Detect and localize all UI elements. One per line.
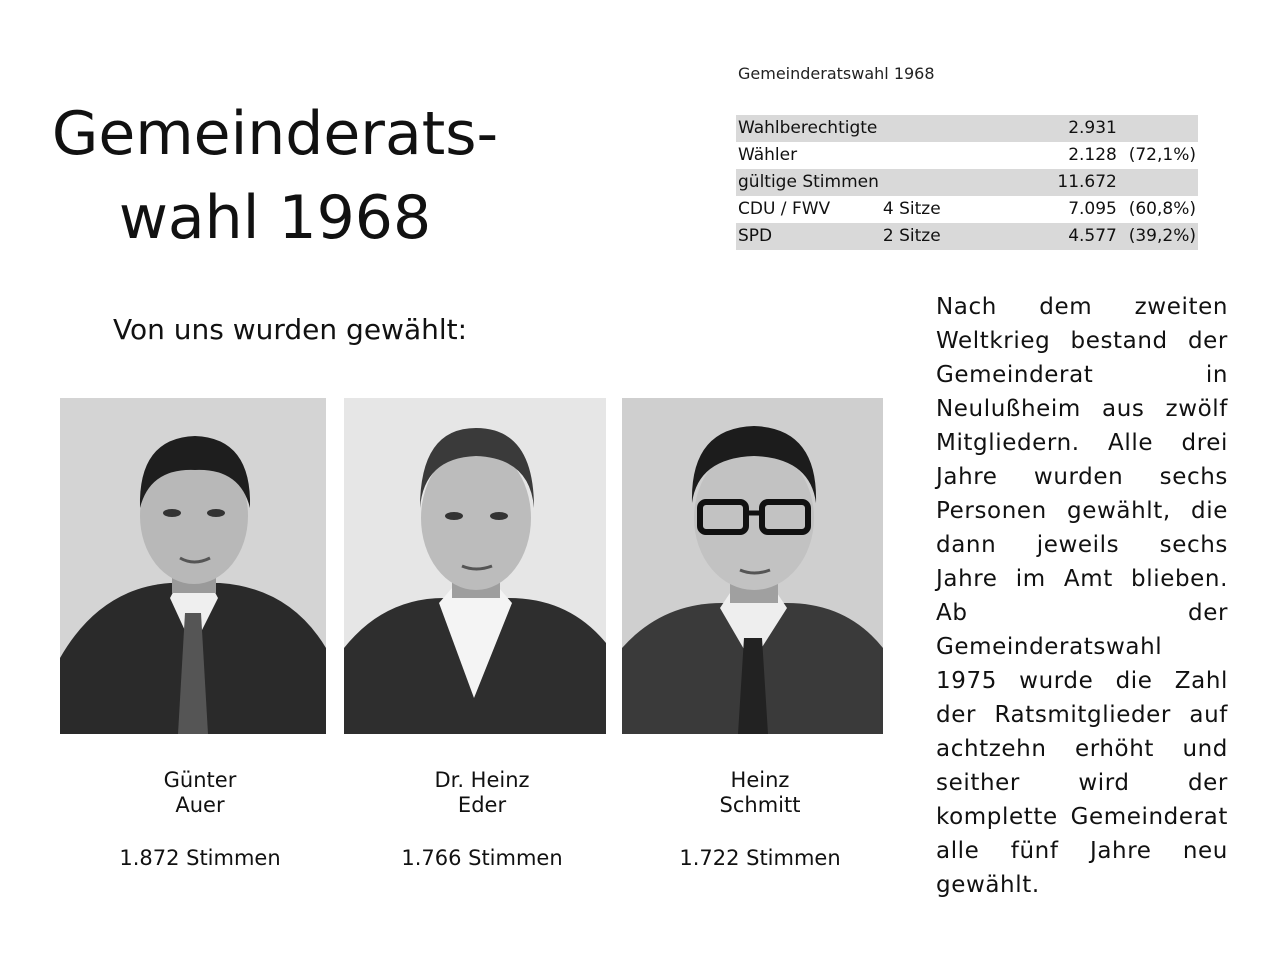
candidate-card (640, 768, 880, 871)
row-label: gültige Stimmen (736, 169, 881, 196)
candidate-last-name: Eder (457, 793, 507, 817)
row-percent (1119, 169, 1198, 196)
candidate-card (362, 768, 602, 871)
row-label: CDU / FWV (738, 199, 831, 219)
portrait-illustration (344, 398, 606, 734)
portrait-photo (60, 398, 326, 734)
table-row (736, 142, 1198, 169)
portrait-photo (344, 398, 606, 734)
table-row (736, 196, 1198, 223)
portrait-illustration (60, 398, 326, 734)
row-percent: (72,1%) (1128, 145, 1196, 165)
page-title-line-1: Gemeinderats- (51, 99, 499, 169)
candidate-last-name: Schmitt (719, 793, 801, 817)
elected-heading: Von uns wurden gewählt: (113, 313, 468, 346)
history-paragraph: Nach dem zweiten Weltkrieg bestand der Gemeinderat in Neulußheim aus zwölf Mitgliedern. Alle drei Jahre wurden sechs Personen gewählt, die dann jeweils sechs Jahre im Amt blieben. Ab der Gemeinderatswahl 1975 wurde die Zahl der Ratsmitglieder auf achtzehn erhöht und seither wird der komplette Gemeinderat alle fünf Jahre neu gewählt. (936, 294, 1228, 898)
row-label: Wähler (738, 145, 798, 165)
candidate-first-name: Günter (163, 768, 237, 792)
page-title-line-2: wahl 1968 (118, 183, 432, 253)
candidate-votes: 1.872 Stimmen (119, 846, 281, 870)
results-table (736, 115, 1198, 250)
table-row (736, 169, 1198, 196)
candidate-first-name: Heinz (730, 768, 790, 792)
row-value: 2.931 (1015, 115, 1119, 142)
candidate-card (80, 768, 320, 871)
page-title (40, 92, 510, 260)
row-percent (1119, 115, 1198, 142)
candidate-votes: 1.766 Stimmen (401, 846, 563, 870)
row-seats (881, 115, 1015, 142)
candidate-first-name: Dr. Heinz (434, 768, 530, 792)
candidate-last-name: Auer (175, 793, 225, 817)
row-value: 11.672 (1015, 169, 1119, 196)
row-seats (881, 142, 1015, 169)
results-table-caption: Gemeinderatswahl 1968 (738, 64, 935, 83)
row-value: 7.095 (1068, 199, 1117, 219)
candidate-votes: 1.722 Stimmen (679, 846, 841, 870)
row-value: 2.128 (1068, 145, 1117, 165)
row-seats: 4 Sitze (882, 199, 941, 219)
row-seats: 2 Sitze (881, 223, 1015, 250)
row-value: 4.577 (1015, 223, 1119, 250)
row-percent: (39,2%) (1119, 223, 1198, 250)
row-label: SPD (736, 223, 881, 250)
portrait-illustration (622, 398, 883, 734)
table-row (736, 115, 1198, 142)
table-row (736, 223, 1198, 250)
row-percent: (60,8%) (1128, 199, 1196, 219)
row-label: Wahlberechtigte (736, 115, 881, 142)
row-seats (881, 169, 1015, 196)
portrait-photo (622, 398, 883, 734)
